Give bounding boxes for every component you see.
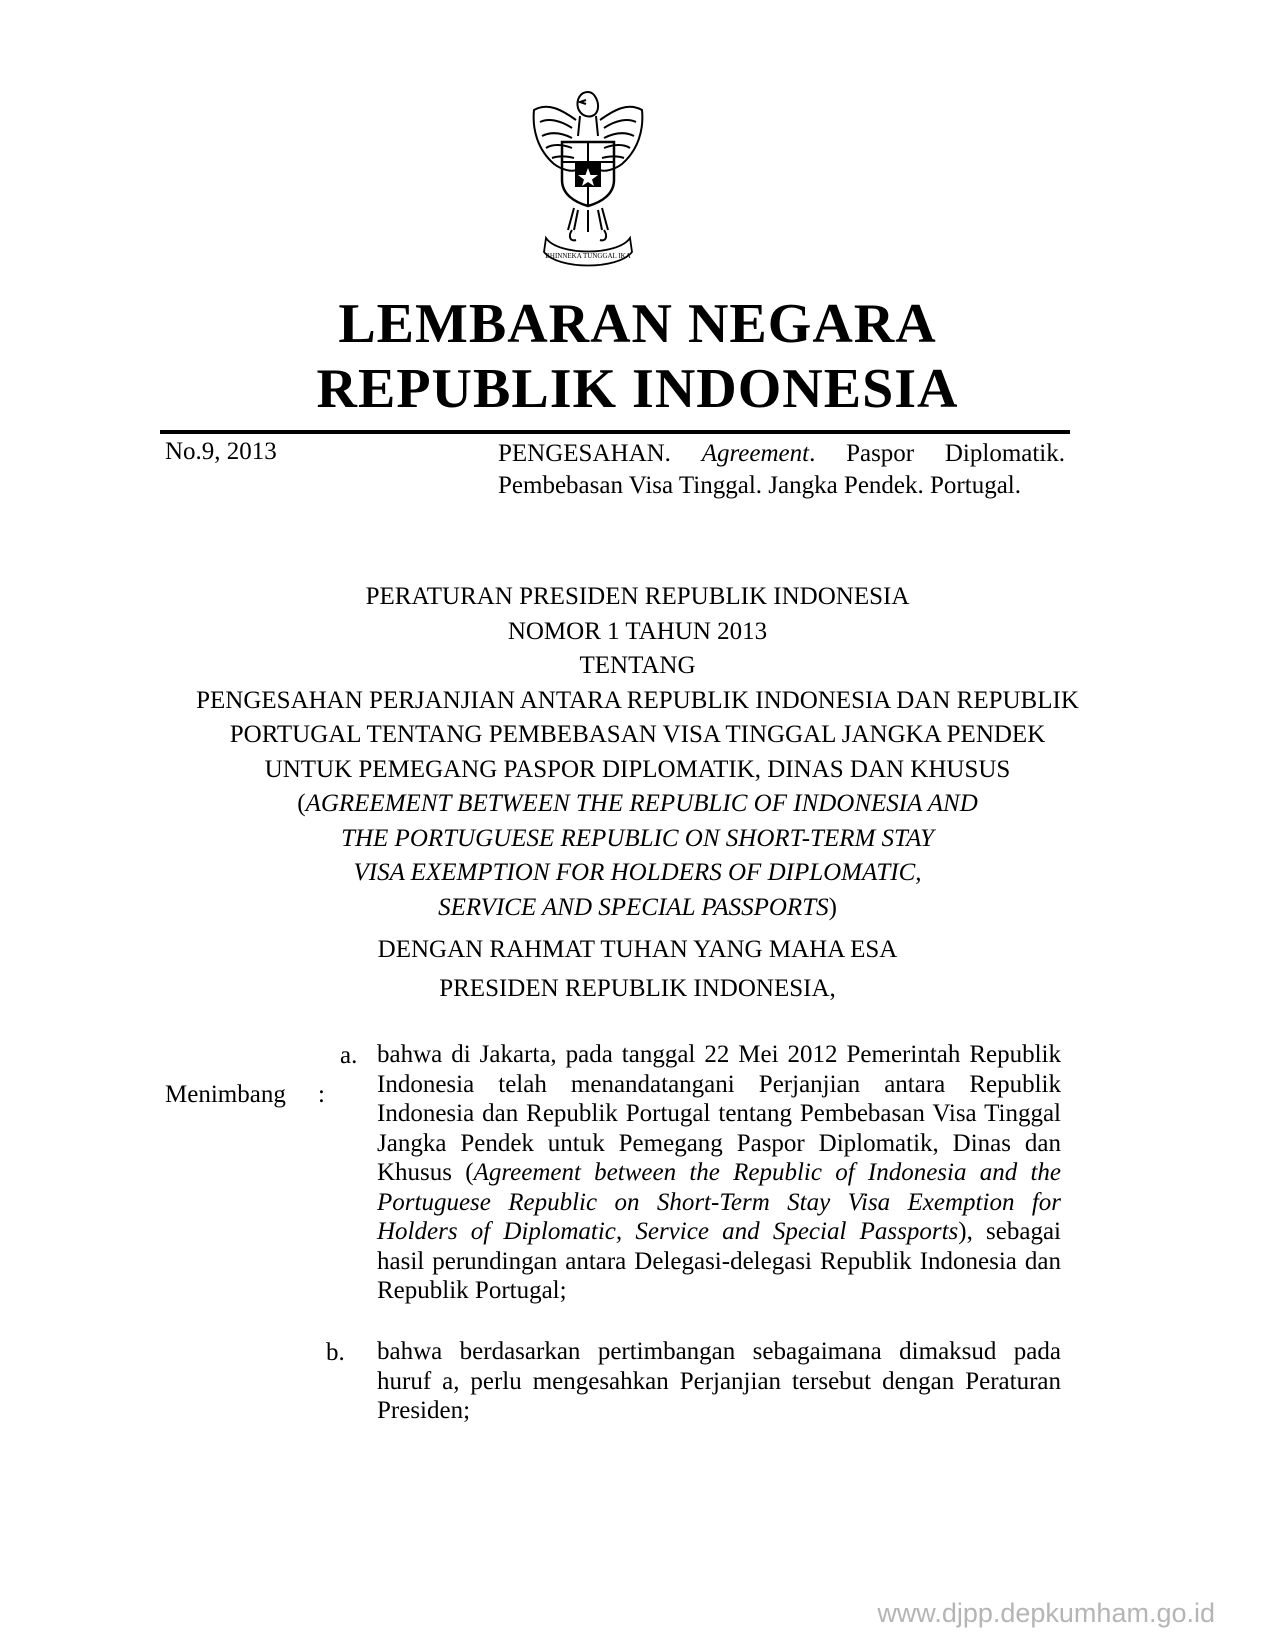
title-line-7 bbox=[0, 787, 1275, 822]
item-a-text-italic: Agreement between the Republic of Indonesia and the Portuguese Republic on Short-Term Stay Visa Exemption for Holders of Diplomatic, Service and Special Passports bbox=[377, 1159, 1061, 1245]
masthead-title-line1: LEMBARAN NEGARA bbox=[338, 293, 937, 355]
gazette-number: No.9, 2013 bbox=[165, 438, 277, 465]
item-a-text-pre: bahwa di Jakarta, pada tanggal 22 Mei 2012 Pemerintah Republik Indonesia telah menandatangani Perjanjian antara Republik Indonesia dan Republik Portugal tentang Pembebasan Visa Tinggal Jangka Pendek untuk Pemegang Paspor Diplomatik, Dinas dan Khusus ( bbox=[377, 1041, 1061, 1186]
menimbang-label: Menimbang bbox=[165, 1081, 286, 1108]
item-a-letter: a. bbox=[340, 1042, 358, 1069]
title-open-paren: ( bbox=[297, 790, 306, 817]
footer-watermark-url: www.djpp.depkumham.go.id bbox=[877, 1598, 1215, 1628]
title-close-paren: ) bbox=[828, 893, 837, 921]
item-a-text-post: ), sebagai hasil perundingan antara Delegasi-delegasi Republik Indonesia dan Republik Portugal; bbox=[377, 1218, 1061, 1304]
masthead-title-line2: REPUBLIK INDONESIA bbox=[316, 358, 959, 420]
title-line-2: NOMOR 1 TAHUN 2013 bbox=[507, 617, 768, 645]
title-line-4: PENGESAHAN PERJANJIAN ANTARA REPUBLIK INDONESIA DAN REPUBLIK bbox=[196, 686, 1079, 714]
title-english-line-4: SERVICE AND SPECIAL PASSPORTS bbox=[438, 893, 829, 921]
title-line-6: UNTUK PEMEGANG PASPOR DIPLOMATIK, DINAS DAN KHUSUS bbox=[264, 755, 1011, 783]
garuda-emblem-icon bbox=[528, 80, 648, 280]
regulation-title-block bbox=[0, 580, 1275, 1006]
title-english-line-1: AGREEMENT BETWEEN THE REPUBLIC OF INDONESIA AND bbox=[305, 790, 978, 817]
gazette-subject bbox=[498, 438, 1065, 502]
item-a-text bbox=[377, 1040, 1061, 1306]
title-line-1: PERATURAN PRESIDEN REPUBLIK INDONESIA bbox=[365, 583, 910, 610]
title-line-10 bbox=[0, 891, 1275, 926]
subject-part-1: PENGESAHAN. bbox=[498, 440, 671, 467]
menimbang-colon: : bbox=[318, 1081, 325, 1108]
subject-part-2: Agreement bbox=[701, 440, 810, 467]
item-b-letter: b. bbox=[326, 1339, 345, 1366]
item-b-text: bahwa berdasarkan pertimbangan sebagaimana dimaksud pada huruf a, perlu mengesahkan Perjanjian tersebut dengan Peraturan Presiden; bbox=[377, 1338, 1061, 1424]
svg-text:BHINNEKA TUNGGAL IKA: BHINNEKA TUNGGAL IKA bbox=[545, 252, 631, 260]
title-line-5: PORTUGAL TENTANG PEMBEBASAN VISA TINGGAL JANGKA PENDEK bbox=[229, 721, 1046, 748]
subject-part-3: . Paspor Diplomatik. Pembebasan Visa Tinggal. Jangka Pendek. Portugal. bbox=[498, 440, 1065, 499]
title-english-line-2: THE PORTUGUESE REPUBLIC ON SHORT-TERM STAY bbox=[341, 824, 934, 852]
title-line-3: TENTANG bbox=[579, 652, 696, 679]
blessing-line: DENGAN RAHMAT TUHAN YANG MAHA ESA bbox=[377, 936, 898, 963]
president-line: PRESIDEN REPUBLIK INDONESIA, bbox=[439, 974, 836, 1002]
header-rule-divider bbox=[160, 430, 1070, 434]
title-english-line-3: VISA EXEMPTION FOR HOLDERS OF DIPLOMATIC, bbox=[353, 859, 922, 886]
